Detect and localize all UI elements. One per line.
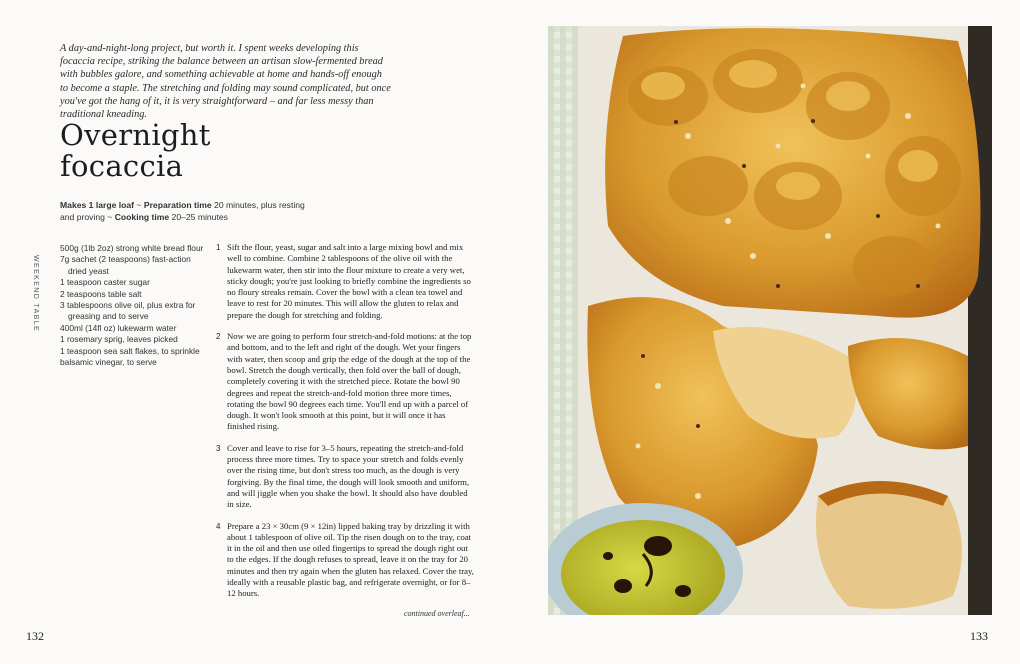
step-text: Prepare a 23 × 30cm (9 × 12in) lipped baking tray by drizzling it with about 1 tablespoon of olive oil. Tip the risen dough on to the tray, coat it in the oil and then use oiled fingertips to spread the dough right out to the edges. If the dough refuses to spread, leave it on the tray for 20 minutes and then try again when the gluten has relaxed. Cover the tray, ideally with a reusable plastic bag, and refrigerate overnight, or for 8–12 hours. (227, 520, 474, 599)
ingredient-item: 1 rosemary sprig, leaves picked (60, 334, 178, 345)
continued-note: continued overleaf... (404, 609, 470, 618)
makes-value: 1 large loaf (88, 200, 135, 210)
focaccia-photo (548, 26, 992, 615)
step-text: Cover and leave to rise for 3–5 hours, repeating the stretch-and-fold process three more times. Try to space your stretch and folds evenly over the rising time, but don't stress too much, as the dough is very forgiving. By the final time, the dough will look smooth and uniform, and will jiggle when you shake the bowl. It should also have doubled in size. (227, 442, 470, 510)
ingredient-item: 1 teaspoon sea salt flakes, to sprinkle (60, 345, 200, 356)
section-label: WEEKEND TABLE (32, 255, 39, 333)
method-list (216, 242, 474, 610)
meta-separator: ~ (134, 200, 144, 210)
makes-label: Makes (60, 200, 87, 210)
cook-label: Cooking time (114, 212, 170, 222)
ingredient-item: 1 teaspoon caster sugar (60, 277, 150, 288)
method-step (216, 521, 474, 600)
page-number-left: 132 (26, 629, 44, 643)
ingredient-item: 7g sachet (2 teaspoons) fast-action dried yeast (60, 254, 191, 276)
prep-label: Preparation time (143, 200, 212, 210)
intro-paragraph: A day-and-night-long project, but worth it. I spent weeks developing this focaccia recipe, striking the balance between an artisan slow-fermented bread with bubbles galore, and something achievable at home and hands-off enough to become a staple. The stretching and folding may sound complicated, but once you've got the hang of it, it is very straightforward – and far less messy than traditional kneading. (60, 43, 391, 121)
method-step (216, 242, 474, 321)
step-number: 1 (216, 243, 221, 252)
recipe-meta (60, 199, 310, 223)
step-number: 2 (216, 332, 221, 342)
cook-value: 20–25 minutes (169, 212, 228, 222)
step-number: 4 (216, 521, 221, 531)
page-number-right: 133 (970, 629, 988, 643)
method-step (216, 443, 474, 511)
recipe-title (60, 120, 260, 182)
ingredient-item: 3 tablespoons olive oil, plus extra for greasing and to serve (60, 300, 196, 322)
ingredient-item: 400ml (14fl oz) lukewarm water (60, 322, 177, 333)
step-text: Sift the flour, yeast, sugar and salt into a large mixing bowl and mix well to combine. Combine 2 tablespoons of the olive oil with the lukewarm water, then stir into the flour mixture to create a very wet, sticky dough; you're just looking to briefly combine the ingredients so no floury streaks remain. Cover the bowl with a clean tea towel and leave to rest for 20 minutes. This will allow the gluten to relax and prepare the dough for stretching and folding. (227, 242, 471, 320)
method-step (216, 331, 474, 433)
ingredients-list (60, 243, 210, 368)
ingredient-item: 500g (1lb 2oz) strong white bread flour (60, 243, 204, 253)
meta-separator: ~ (104, 212, 115, 222)
ingredient-item: balsamic vinegar, to serve (60, 357, 157, 368)
recipe-title-line2: focaccia (60, 149, 184, 183)
prep-value: 20 minutes, plus resting and proving (60, 200, 305, 222)
recipe-title-line1: Overnight (60, 118, 211, 152)
ingredient-item: 2 teaspoons table salt (60, 288, 142, 299)
step-text: Now we are going to perform four stretch-and-fold motions: at the top and bottom, and to the left and right of the dough. Wet your fingers with water, then scoop and grip the edge of the dough at the top of the bowl. Stretch the dough vertically, then fold over the ball of dough, completely covering it with the stretched piece. Rotate the bowl 90 degrees and repeat the stretch-and-fold motion three more times, rotating the bowl 90 degrees each time. You'll end up with a parcel of dough. It won't look smooth at this point, but it will once it has finished rising. (227, 331, 472, 432)
step-number: 3 (216, 443, 221, 453)
